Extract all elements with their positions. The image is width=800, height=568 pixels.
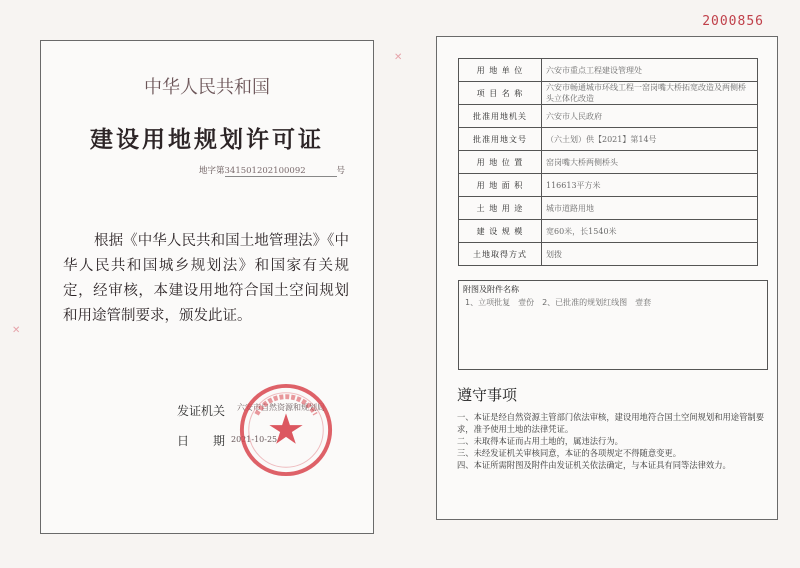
table-row [459, 59, 758, 82]
table-row [459, 128, 758, 151]
field-value: 划拨 [542, 243, 758, 266]
rule-item: 四、本证所需附图及附件由发证机关依法确定，与本证具有同等法律效力。 [457, 460, 731, 470]
rules-title: 遵守事项 [457, 386, 518, 404]
attachments-box [458, 280, 768, 370]
field-value: 城市道路用地 [542, 197, 758, 220]
field-value: （六土划）供【2021】第14号 [542, 128, 758, 151]
red-mark: ✕ [394, 52, 403, 63]
official-seal [237, 381, 335, 479]
certificate-number [199, 164, 345, 177]
table-row [459, 105, 758, 128]
table-row [459, 82, 758, 105]
table-row [459, 174, 758, 197]
field-label: 批准用地文号 [459, 128, 542, 151]
serial-number: 2000856 [702, 14, 764, 29]
certificate-title: 建设用地规划许可证 [90, 127, 324, 153]
rule-item: 三、未经发证机关审核同意，本证的各项规定不得随意变更。 [457, 448, 682, 458]
country-name: 中华人民共和国 [144, 77, 270, 98]
table-row [459, 151, 758, 174]
field-value: 六安市畅通城市环线工程一窑岗嘴大桥拓宽改造及两侧桥头立体化改造 [542, 82, 758, 105]
field-label: 土 地 用 途 [459, 197, 542, 220]
issuer-value: 六安市自然资源和规划局 [237, 403, 325, 412]
red-mark: ✕ [12, 325, 21, 336]
attachments-value: 1、立项批复 壹份 2、已批准的规划红线图 壹套 [465, 298, 652, 307]
rule-item: 一、本证是经自然资源主管部门依法审核，建设用地符合国土空间规划和用途管制要求，准予使用土地的法律凭证。 [457, 412, 764, 434]
field-label: 用 地 位 置 [459, 151, 542, 174]
field-label: 批准用地机关 [459, 105, 542, 128]
rule-item: 二、未取得本证而占用土地的，属违法行为。 [457, 436, 623, 446]
land-info-table [458, 58, 758, 266]
field-value: 宽60米，长1540米 [542, 220, 758, 243]
field-label: 用 地 面 积 [459, 174, 542, 197]
field-value: 116613平方米 [542, 174, 758, 197]
right-certificate-page [436, 36, 778, 520]
date-value: 2021-10-25 [231, 435, 278, 444]
field-value: 窑岗嘴大桥两侧桥头 [542, 151, 758, 174]
field-label: 土地取得方式 [459, 243, 542, 266]
field-value: 六安市重点工程建设管理处 [542, 59, 758, 82]
attachments-label: 附图及附件名称 [463, 285, 519, 294]
field-label: 用 地 单 位 [459, 59, 542, 82]
table-row [459, 197, 758, 220]
issuer-label: 发证机关 [177, 404, 226, 418]
field-label: 建 设 规 模 [459, 220, 542, 243]
date-label: 日 期 [177, 434, 226, 448]
left-certificate-page [40, 40, 374, 534]
certificate-body: 根据《中华人民共和国土地管理法》《中华人民共和国城乡规划法》和国家有关规定，经审核，本建设用地符合国土空间规划和用途管制要求，颁发此证。 [63, 233, 349, 324]
number-value: 341501202100092 [225, 166, 337, 177]
number-suffix: 号 [336, 166, 346, 176]
table-row [459, 220, 758, 243]
table-row [459, 243, 758, 266]
field-label: 项 目 名 称 [459, 82, 542, 105]
number-prefix: 地字第 [199, 166, 225, 176]
field-value: 六安市人民政府 [542, 105, 758, 128]
rules-list [457, 411, 765, 471]
